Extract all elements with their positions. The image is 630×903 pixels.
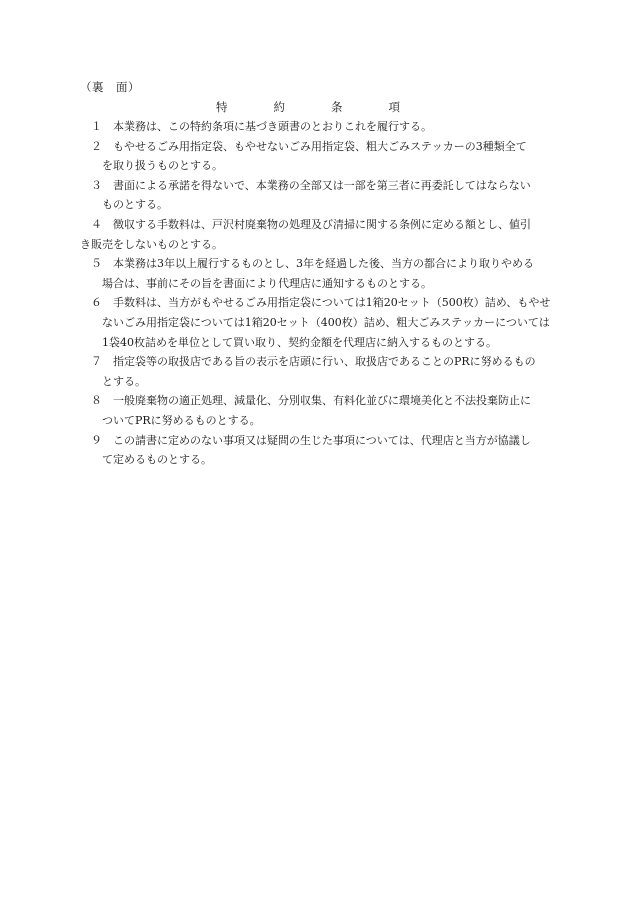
clause-line: 1袋40枚詰めを単位として買い取り、契約金額を代理店に納入するものとする。 <box>80 335 497 349</box>
clause-5 <box>80 254 553 293</box>
clause-3 <box>80 176 553 215</box>
clause-2 <box>80 137 553 176</box>
clause-line: ６ 手数料は、当方がもやせるごみ用指定袋については1箱20セット（500枚）詰め、もやせ <box>80 296 551 310</box>
clause-line: ８ 一般廃棄物の適正処理、減量化、分別収集、有料化並びに環境美化と不法投棄防止に <box>80 394 531 408</box>
clause-line: を取り扱うものとする。 <box>80 159 223 173</box>
clause-1 <box>80 117 553 137</box>
clause-line: ５ 本業務は3年以上履行するものとし、3年を経過した後、当方の都合により取りやめる <box>80 257 534 271</box>
clause-6 <box>80 293 553 352</box>
clause-line: ついてPRに努めるものとする。 <box>80 413 261 427</box>
clause-4 <box>80 215 553 254</box>
clause-list <box>80 117 553 470</box>
clause-line: 場合は、事前にその旨を書面により代理店に通知するものとする。 <box>80 276 432 290</box>
clause-line: ３ 書面による承諾を得ないで、本業務の全部又は一部を第三者に再委託してはならない <box>80 178 531 192</box>
clause-9 <box>80 431 553 470</box>
clause-7 <box>80 352 553 391</box>
clause-line: き販売をしないものとする。 <box>80 237 223 251</box>
clause-line: １ 本業務は、この特約条項に基づき頭書のとおりこれを履行する。 <box>80 120 432 133</box>
clause-line: ものとする。 <box>80 198 168 212</box>
clause-line: ７ 指定袋等の取扱店である旨の表示を店頭に行い、取扱店であることのPRに努めるもの <box>80 355 536 369</box>
clause-line: ないごみ用指定袋については1箱20セット（400枚）詰め、粗大ごみステッカーについては <box>80 315 550 329</box>
document-title: 特 約 条 項 <box>216 100 400 114</box>
side-label: （裏 面） <box>80 80 140 94</box>
clause-line: て定めるものとする。 <box>80 453 212 467</box>
clause-8 <box>80 391 553 430</box>
clause-line: ２ もやせるごみ用指定袋、もやせないごみ用指定袋、粗大ごみステッカーの3種類全て <box>80 139 527 153</box>
clause-line: とする。 <box>80 374 146 388</box>
clause-line: ４ 徴収する手数料は、戸沢村廃棄物の処理及び清掃に関する条例に定める額とし、値引 <box>80 217 531 231</box>
clause-line: ９ この請書に定めのない事項又は疑問の生じた事項については、代理店と当方が協議し <box>80 433 531 447</box>
